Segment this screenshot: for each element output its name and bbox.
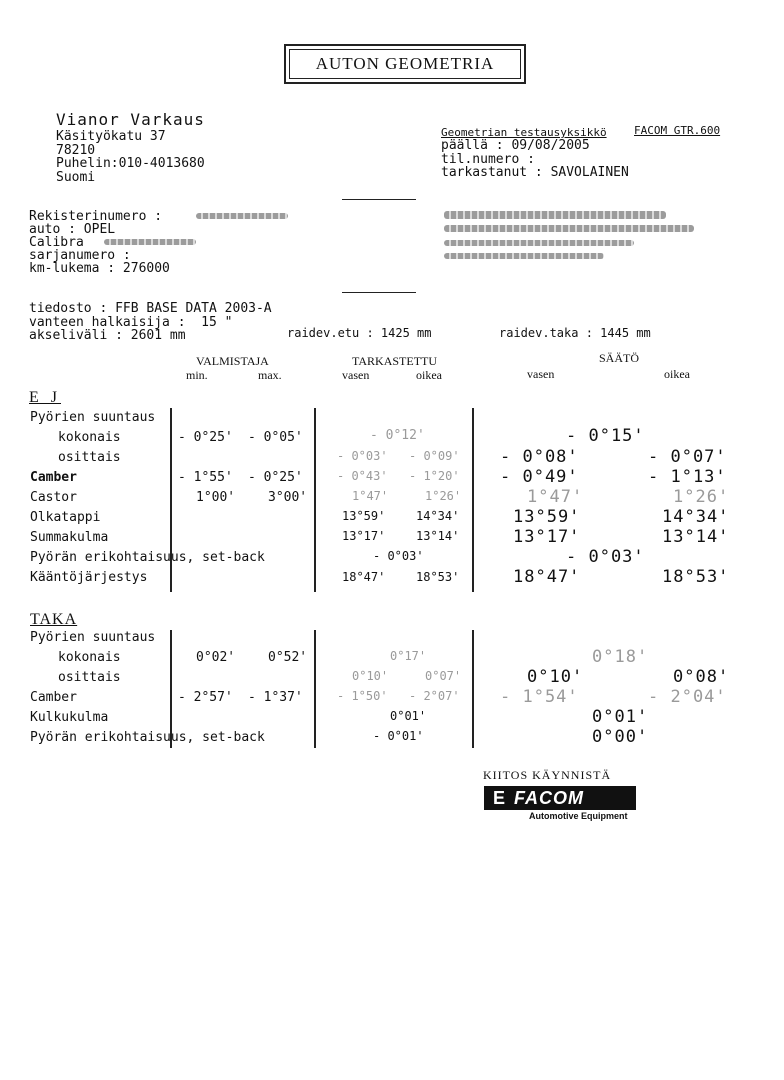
front-adj-right: 13°14' <box>662 527 730 547</box>
redacted-customer-4 <box>444 253 604 259</box>
shop-street: Käsityökatu 37 <box>56 129 166 144</box>
front-adj-left: - 0°08' <box>500 447 579 467</box>
front-adj-setback: - 0°03' <box>566 547 645 567</box>
shop-phone: Puhelin:010-4013680 <box>56 156 205 171</box>
front-checked-left: 13°17' <box>342 529 386 543</box>
front-row-label: Pyörän erikohtaisuus, set-back <box>30 550 265 565</box>
footer-thanks: KIITOS KÄYNNISTÄ <box>483 768 612 782</box>
front-checked-left: 13°59' <box>342 509 386 523</box>
vehicle-reg: Rekisterinumero : <box>29 209 163 224</box>
test-unit-model: FACOM GTR.600 <box>634 124 721 137</box>
front-adj-right: 14°34' <box>662 507 730 527</box>
front-checked-right: 14°34' <box>416 509 460 523</box>
front-checked-right: - 1°20' <box>409 469 460 483</box>
front-row-label: Kääntöjärjestys <box>30 570 148 585</box>
front-vline-2 <box>314 408 316 592</box>
col-max: max. <box>258 368 282 382</box>
shop-country: Suomi <box>56 170 96 185</box>
document-title <box>284 44 526 84</box>
rear-row-label: Kulkukulma <box>30 710 109 725</box>
facom-logo <box>484 786 636 810</box>
front-checked-right: - 0°09' <box>409 449 460 463</box>
front-checked-setback: - 0°03' <box>373 549 424 563</box>
facom-sub: Automotive Equipment <box>529 811 628 821</box>
file-track-rear: raidev.taka : 1445 mm <box>499 326 651 340</box>
rear-checked-right: - 2°07' <box>409 689 460 703</box>
test-date: päällä : 09/08/2005 <box>441 138 590 153</box>
file-data: tiedosto : FFB BASE DATA 2003-A <box>29 301 272 316</box>
rear-min: 0°02' <box>196 650 236 665</box>
front-row-label: osittais <box>58 450 121 465</box>
rear-adj-left: - 1°54' <box>500 687 579 707</box>
col-adjustment: SÄÄTÖ <box>599 351 640 365</box>
divider-mid <box>342 292 416 293</box>
facom-wordmark: FACOM <box>514 787 584 808</box>
rear-row-label: osittais <box>58 670 121 685</box>
front-row-label: Camber <box>30 470 77 485</box>
file-rim: vanteen halkaisija : 15 " <box>29 315 233 330</box>
rear-row-label: Pyörän erikohtaisuus, set-back <box>30 730 265 745</box>
front-checked-left: - 0°03' <box>337 449 388 463</box>
front-checked-left: 1°47' <box>352 489 389 503</box>
front-checked-left: 18°47' <box>342 570 386 584</box>
redacted-customer-3 <box>444 240 634 246</box>
front-adj-right: - 1°13' <box>648 467 727 487</box>
front-row-label: Castor <box>30 490 77 505</box>
facom-mark-icon: E <box>492 787 505 808</box>
rear-checked-left: 0°10' <box>352 669 389 683</box>
front-min: - 1°55' <box>178 470 233 485</box>
col-checked: TARKASTETTU <box>352 354 438 368</box>
shop-postcode: 78210 <box>56 143 96 158</box>
front-adj-total: - 0°15' <box>566 426 645 446</box>
front-vline-3 <box>472 408 474 592</box>
front-min: 1°00' <box>196 490 236 505</box>
vehicle-km: km-lukema : 276000 <box>29 261 170 276</box>
shop-name: Vianor Varkaus <box>56 110 205 129</box>
rear-vline-3 <box>472 630 474 748</box>
rear-adj-right: 0°08' <box>673 667 730 687</box>
front-checked-right: 13°14' <box>416 529 460 543</box>
col-checked-right: oikea <box>416 368 442 382</box>
rear-row-label: Camber <box>30 690 77 705</box>
file-track-front: raidev.etu : 1425 mm <box>287 326 432 340</box>
front-adj-left: 13°59' <box>513 507 581 527</box>
front-adj-right: 1°26' <box>673 487 730 507</box>
front-adj-left: 1°47' <box>527 487 584 507</box>
rear-adj-right: - 2°04' <box>648 687 727 707</box>
rear-row-label: kokonais <box>58 650 121 665</box>
rear-checked-left: - 1°50' <box>337 689 388 703</box>
front-row-label: kokonais <box>58 430 121 445</box>
rear-max: - 1°37' <box>248 690 303 705</box>
col-adj-left: vasen <box>527 367 555 381</box>
front-checked-right: 18°53' <box>416 570 460 584</box>
rear-max: 0°52' <box>268 650 308 665</box>
rear-min: - 2°57' <box>178 690 233 705</box>
rear-adj-setback: 0°00' <box>592 727 649 747</box>
rear-heading: TAKA <box>30 611 78 628</box>
test-unit-label: Geometrian testausyksikkö <box>441 126 607 139</box>
front-checked-left: - 0°43' <box>337 469 388 483</box>
col-checked-left: vasen <box>342 368 370 382</box>
front-heading: E J <box>29 389 61 406</box>
front-adj-left: 18°47' <box>513 567 581 587</box>
redacted-reg <box>196 213 288 219</box>
file-wheelbase: akseliväli : 2601 mm <box>29 328 186 343</box>
rear-row-label: Pyörien suuntaus <box>30 630 156 645</box>
divider-top <box>342 199 416 200</box>
vehicle-model: Calibra <box>29 235 84 250</box>
front-min: - 0°25' <box>178 430 233 445</box>
front-max: - 0°05' <box>248 430 303 445</box>
front-checked-total: - 0°12' <box>370 428 425 443</box>
vehicle-car: auto : OPEL <box>29 222 116 237</box>
rear-adj-left: 0°10' <box>527 667 584 687</box>
redacted-customer-2 <box>444 225 694 232</box>
front-max: - 0°25' <box>248 470 303 485</box>
col-manufacturer: VALMISTAJA <box>196 354 269 368</box>
col-min: min. <box>186 368 208 382</box>
redacted-model <box>104 239 196 245</box>
front-adj-right: - 0°07' <box>648 447 727 467</box>
rear-checked-right: 0°07' <box>425 669 462 683</box>
test-order: til.numero : <box>441 152 535 167</box>
front-adj-left: 13°17' <box>513 527 581 547</box>
front-max: 3°00' <box>268 490 308 505</box>
rear-checked-setback: - 0°01' <box>373 729 424 743</box>
rear-checked-total: 0°17' <box>390 649 427 663</box>
rear-checked-kulku: 0°01' <box>390 709 427 723</box>
redacted-customer-1 <box>444 211 666 219</box>
rear-adj-kulku: 0°01' <box>592 707 649 727</box>
col-adj-right: oikea <box>664 367 690 381</box>
front-row-label: Summakulma <box>30 530 109 545</box>
vehicle-serial: sarjanumero : <box>29 248 131 263</box>
front-adj-left: - 0°49' <box>500 467 579 487</box>
front-row-label: Pyörien suuntaus <box>30 410 156 425</box>
front-row-label: Olkatappi <box>30 510 101 525</box>
front-checked-right: 1°26' <box>425 489 462 503</box>
rear-vline-2 <box>314 630 316 748</box>
front-adj-right: 18°53' <box>662 567 730 587</box>
rear-adj-total: 0°18' <box>592 647 649 667</box>
title-text: AUTON GEOMETRIA <box>315 54 495 73</box>
test-inspector: tarkastanut : SAVOLAINEN <box>441 165 629 180</box>
